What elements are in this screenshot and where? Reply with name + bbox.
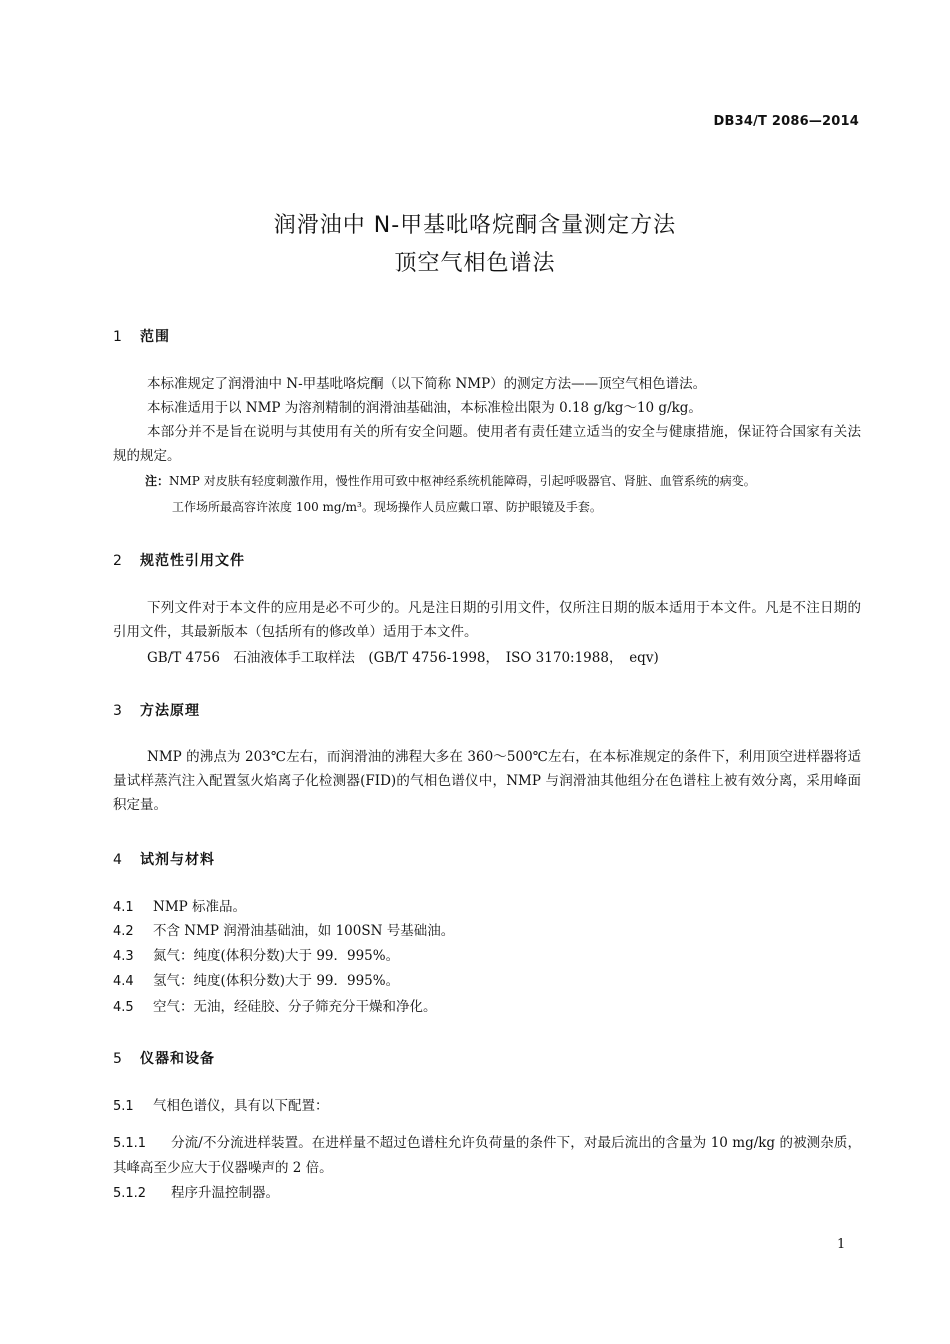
item-number: 5.1.2 <box>113 1186 147 1201</box>
note-text: 工作场所最高容许浓度 100 mg/m³。现场操作人员应戴口罩、防护眼镜及手套。 <box>172 500 602 514</box>
reference-entry: GB/T 4756 石油液体手工取样法 (GB/T 4756-1998， ISO 3170:1988， eqv) <box>147 650 659 666</box>
item-text: 分流/不分流进样装置。在进样量不超过色谱柱允许负荷量的条件下，对最后流出的含量为 10 mg/kg 的被测杂质，其峰高至少应大于仪器噪声的 2 倍。 <box>113 1135 861 1176</box>
item-number: 4.4 <box>113 974 134 989</box>
document-code: DB34/T 2086—2014 <box>713 114 859 129</box>
section-title: 方法原理 <box>140 703 200 719</box>
note <box>145 470 756 492</box>
list-item <box>113 895 246 920</box>
document-subtitle: 顶空气相色谱法 <box>394 251 556 276</box>
section-heading-2 <box>113 550 245 570</box>
section-number: 1 <box>113 329 123 345</box>
note-text: NMP 对皮肤有轻度刺激作用，慢性作用可致中枢神经系统机能障碍，引起呼吸器官、肾脏、血管系统的病变。 <box>169 474 756 488</box>
note-label: 注： <box>145 474 170 488</box>
section-title: 范围 <box>140 329 170 345</box>
item-number: 5.1.1 <box>113 1136 147 1151</box>
section-number: 4 <box>113 852 123 868</box>
item-text: 空气：无油，经硅胶、分子筛充分干燥和净化。 <box>153 999 437 1015</box>
list-item <box>113 1131 861 1180</box>
document-title: 润滑油中 N-甲基吡咯烷酮含量测定方法 <box>273 213 677 238</box>
section-number: 5 <box>113 1051 123 1067</box>
section-heading-5 <box>113 1048 215 1068</box>
section-number: 3 <box>113 703 123 719</box>
item-text: 气相色谱仪，具有以下配置： <box>153 1098 329 1114</box>
section-number: 2 <box>113 553 123 569</box>
list-item <box>113 1094 329 1119</box>
item-number: 4.3 <box>113 949 134 964</box>
item-text: 氢气：纯度(体积分数)大于 99．995%。 <box>153 973 400 989</box>
paragraph: 下列文件对于本文件的应用是必不可少的。凡是注日期的引用文件，仅所注日期的版本适用于本文件。凡是不注日期的引用文件，其最新版本（包括所有的修改单）适用于本文件。 <box>113 600 861 640</box>
item-number: 4.2 <box>113 924 134 939</box>
section-heading-3 <box>113 700 200 720</box>
item-number: 4.1 <box>113 900 134 915</box>
list-item <box>113 1181 279 1206</box>
section-heading-1 <box>113 326 170 346</box>
page-number: 1 <box>837 1237 846 1252</box>
list-item <box>113 919 454 944</box>
item-number: 5.1 <box>113 1099 134 1114</box>
item-number: 4.5 <box>113 1000 134 1015</box>
item-text: 不含 NMP 润滑油基础油，如 100SN 号基础油。 <box>153 923 455 939</box>
section-title: 试剂与材料 <box>140 852 215 868</box>
section-heading-4 <box>113 849 215 869</box>
item-text: NMP 标准品。 <box>153 899 247 915</box>
list-item <box>113 995 437 1020</box>
paragraph: 本部分并不是旨在说明与其使用有关的所有安全问题。使用者有责任建立适当的安全与健康措施，保证符合国家有关法规的规定。 <box>113 424 861 464</box>
paragraph: 本标准适用于以 NMP 为溶剂精制的润滑油基础油，本标准检出限为 0.18 g/kg～10 g/kg。 <box>147 400 702 416</box>
item-text: 氮气：纯度(体积分数)大于 99．995%。 <box>153 948 400 964</box>
paragraph: 本标准规定了润滑油中 N-甲基吡咯烷酮（以下简称 NMP）的测定方法——顶空气相色谱法。 <box>147 376 707 392</box>
section-title: 规范性引用文件 <box>140 553 245 569</box>
list-item <box>113 969 399 994</box>
item-text: 程序升温控制器。 <box>171 1185 279 1201</box>
list-item <box>113 944 399 969</box>
paragraph: NMP 的沸点为 203℃左右，而润滑油的沸程大多在 360～500℃左右，在本标准规定的条件下，利用顶空进样器将适量试样蒸汽注入配置氢火焰离子化检测器(FID)的气相色谱仪中，NMP 与润滑油其他组分在色谱柱上被有效分离，采用峰面积定量。 <box>113 749 861 813</box>
section-title: 仪器和设备 <box>140 1051 215 1067</box>
